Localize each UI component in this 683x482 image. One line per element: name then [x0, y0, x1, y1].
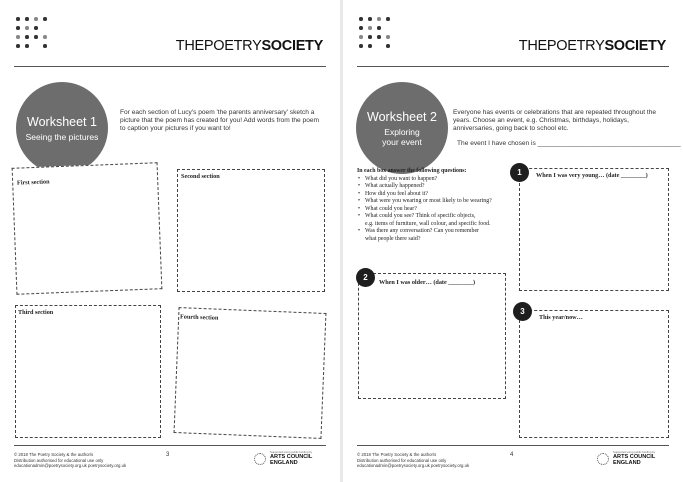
sketch-box-fourth[interactable] — [174, 307, 327, 439]
question-item: • What were you wearing or most likely to be wearing? — [357, 198, 527, 206]
decorative-dot — [25, 26, 29, 30]
sketch-box-second[interactable] — [177, 169, 325, 292]
box-number-3: 3 — [513, 302, 532, 321]
question-item: • Was there any conversation? Can you remember — [357, 228, 527, 236]
question-item: • What could you hear? — [357, 206, 527, 214]
box-label-1: When I was very young… (date ________) — [536, 172, 648, 179]
footer-contact: educationadmin@poetrysociety.org.uk poetrysociety.org.uk — [14, 463, 127, 469]
page-number: 3 — [166, 452, 170, 458]
page-number: 4 — [510, 452, 514, 458]
worksheet-intro: For each section of Lucy's poem 'the parents anniversary' sketch a picture that the poem has created for you! Add words from the poem to caption your pictures if you want to! — [120, 109, 320, 133]
footer-copyright: © 2018 The Poetry Society & the author/s — [357, 452, 437, 457]
header-rule — [14, 66, 326, 67]
questions-heading: In each box answer the following questions: — [357, 168, 467, 174]
decorative-dot — [25, 17, 29, 21]
worksheet-subtitle-2: your event — [382, 136, 422, 147]
questions-list — [357, 168, 527, 243]
decorative-dot — [34, 17, 38, 21]
decorative-dot — [359, 26, 363, 30]
decorative-dot — [377, 35, 381, 39]
poetry-society-logo: THEPOETRYSOCIETY — [175, 38, 323, 54]
arts-council-logo: Supported using public funding by ARTS COUNCIL ENGLAND — [597, 451, 655, 466]
decorative-dot — [377, 26, 381, 30]
question-item: • What actually happened? — [357, 183, 527, 191]
decorative-dot — [368, 26, 372, 30]
worksheet-1-badge — [16, 82, 108, 174]
decorative-dot — [16, 44, 20, 48]
decorative-dot — [377, 17, 381, 21]
decorative-dots — [359, 17, 395, 51]
decorative-dot — [368, 17, 372, 21]
decorative-dot — [43, 44, 47, 48]
decorative-dot — [25, 35, 29, 39]
footer-distribution: Distribution authorised for educational use only — [357, 457, 447, 463]
question-item: • What did you want to happen? — [357, 176, 527, 184]
decorative-dot — [43, 17, 47, 21]
decorative-dot — [359, 44, 363, 48]
box-number-2: 2 — [356, 268, 375, 287]
worksheet-title: Worksheet 2 — [367, 109, 437, 124]
memory-box-2[interactable] — [358, 273, 506, 399]
footer-copyright: © 2018 The Poetry Society & the author/s — [14, 452, 94, 457]
decorative-dot — [386, 44, 390, 48]
poetry-society-logo: THEPOETRYSOCIETY — [518, 38, 666, 54]
memory-box-1[interactable] — [519, 168, 669, 291]
worksheet-intro: Everyone has events or celebrations that are repeated throughout the years. Choose an event, e.g. Christmas, birthdays, holidays, anniversaries, going back to school etc. — [453, 109, 657, 133]
section-label-fourth: Fourth section — [179, 313, 219, 322]
decorative-dot — [25, 44, 29, 48]
worksheet-subtitle-1: Exploring — [384, 126, 420, 137]
memory-box-3[interactable] — [519, 310, 669, 438]
footer-distribution: Distribution authorised for educational use only — [14, 457, 104, 463]
question-item-continued: e.g. items of furniture, wall colour, and specific food. — [365, 220, 491, 227]
section-label-third: Third section — [18, 309, 54, 316]
arts-council-emblem-icon — [254, 453, 266, 465]
decorative-dot — [368, 35, 372, 39]
footer-text — [14, 452, 126, 469]
decorative-dots — [16, 17, 52, 51]
worksheet-page-3 — [0, 0, 340, 482]
box-label-2: When I was older… (date ________) — [379, 279, 476, 286]
decorative-dot — [386, 17, 390, 21]
decorative-dot — [386, 35, 390, 39]
section-label-second: Second section — [181, 173, 220, 180]
worksheet-title: Worksheet 1 — [27, 114, 97, 129]
decorative-dot — [16, 17, 20, 21]
event-chosen-prompt[interactable]: The event I have chosen is _______________________________________ — [457, 140, 681, 147]
decorative-dot — [16, 26, 20, 30]
question-item-continued: what people there said? — [365, 235, 421, 242]
worksheet-subtitle: Seeing the pictures — [25, 131, 99, 142]
decorative-dot — [34, 35, 38, 39]
footer-rule — [357, 445, 669, 446]
footer-contact: educationadmin@poetrysociety.org.uk poetrysociety.org.uk — [357, 463, 470, 469]
worksheet-page-4 — [343, 0, 683, 482]
decorative-dot — [359, 35, 363, 39]
arts-council-emblem-icon — [597, 453, 609, 465]
box-label-3: This year/now… — [539, 314, 583, 321]
box-number-1: 1 — [510, 163, 529, 182]
question-item: • How did you feel about it? — [357, 191, 527, 199]
decorative-dot — [359, 17, 363, 21]
section-label-first: First section — [16, 178, 50, 187]
decorative-dot — [34, 26, 38, 30]
footer-rule — [14, 445, 326, 446]
header-rule — [357, 66, 669, 67]
footer-text — [357, 452, 469, 469]
decorative-dot — [368, 44, 372, 48]
worksheet-2-badge — [356, 82, 448, 174]
sketch-box-third[interactable] — [15, 305, 161, 438]
question-item: • What could you see? Think of specific objects, — [357, 213, 527, 221]
decorative-dot — [16, 35, 20, 39]
arts-council-logo: Supported using public funding by ARTS COUNCIL ENGLAND — [254, 451, 312, 466]
decorative-dot — [43, 35, 47, 39]
